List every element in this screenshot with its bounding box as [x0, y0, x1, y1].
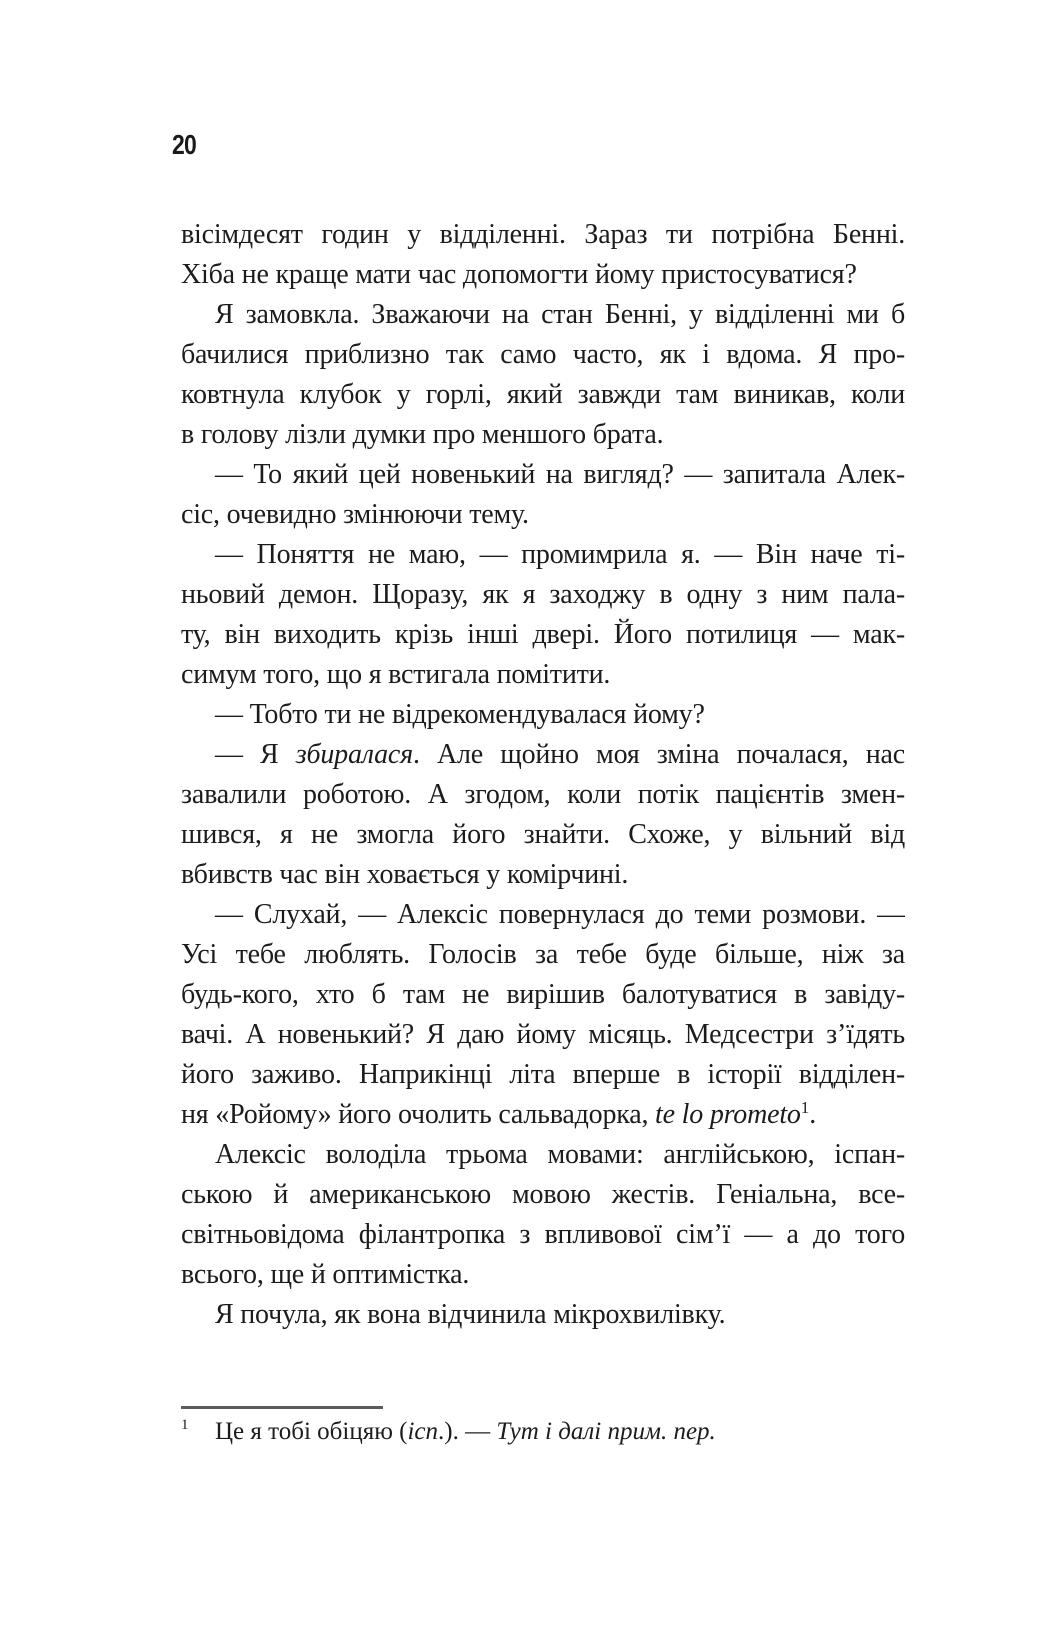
- text-line: — Я збиралася. Але щойно моя зміна почалася, нас: [215, 739, 905, 770]
- body-text: [181, 215, 905, 1335]
- text-line: Усі тебе люблять. Голосів за тебе буде більше, ніж за: [181, 939, 905, 970]
- text-line: вбивств час він ховається у комірчині.: [181, 859, 629, 890]
- text-line: ською й американською мовою жестів. Геніальна, все-: [181, 1179, 905, 1210]
- text-line: його заживо. Наприкінці літа вперше в історії відділен-: [181, 1059, 905, 1090]
- footnote-divider: [181, 1406, 383, 1409]
- page-number: 20: [172, 129, 196, 160]
- text-line: будь-кого, хто б там не вирішив балотуватися в завіду-: [181, 979, 905, 1010]
- text-line: — Поняття не маю, — промимрила я. — Він наче ті-: [215, 539, 905, 570]
- text-line: симум того, що я встигала помітити.: [181, 659, 611, 690]
- text-line: ня «Ройому» його очолить сальвадорка, te lo prometo$^1$.: [181, 1098, 817, 1130]
- text-line: бачилися приблизно так само часто, як і вдома. Я про-: [181, 339, 905, 370]
- text-line: сіс, очевидно змінюючи тему.: [181, 499, 529, 530]
- text-line: — Слухай, — Алексіс повернулася до теми розмови. —: [215, 899, 905, 930]
- text-line: — То який цей новенький на вигляд? — запитала Алек-: [215, 459, 905, 490]
- text-line: — Тобто ти не відрекомендувалася йому?: [215, 699, 705, 730]
- text-line: ковтнула клубок у горлі, який завжди там виникав, коли: [181, 379, 905, 410]
- footnote: 1 Це я тобі обіцяю (ісп.). — Тут і далі прим. пер.: [181, 1417, 716, 1445]
- text-line: світньовідома філантропка з впливової сім’ї — а до того: [181, 1219, 905, 1250]
- text-line: вісімдесят годин у відділенні. Зараз ти потрібна Бенні.: [181, 219, 905, 250]
- text-line: всього, ще й оптимістка.: [181, 1259, 470, 1290]
- text-line: вачі. А новенький? Я даю йому місяць. Медсестри з’їдять: [181, 1019, 905, 1050]
- text-line: шився, я не змогла його знайти. Схоже, у вільний від: [181, 819, 905, 850]
- text-line: Алексіс володіла трьома мовами: англійською, іспан-: [215, 1139, 905, 1170]
- text-line: Я замовкла. Зважаючи на стан Бенні, у відділенні ми б: [215, 299, 905, 330]
- text-line: ту, він виходить крізь інші двері. Його потилиця — мак-: [181, 619, 905, 650]
- text-line: Хіба не краще мати час допомогти йому пристосуватися?: [181, 259, 857, 290]
- text-line: завалили роботою. А згодом, коли потік пацієнтів змен-: [181, 779, 905, 810]
- text-line: в голову лізли думки про меншого брата.: [181, 419, 664, 450]
- footnote-text: Це я тобі обіцяю (ісп.). — Тут і далі прим. пер.: [215, 1418, 716, 1445]
- text-line: Я почула, як вона відчинила мікрохвилівку.: [215, 1299, 726, 1330]
- text-line: ньовий демон. Щоразу, як я заходжу в одну з ним пала-: [181, 579, 905, 610]
